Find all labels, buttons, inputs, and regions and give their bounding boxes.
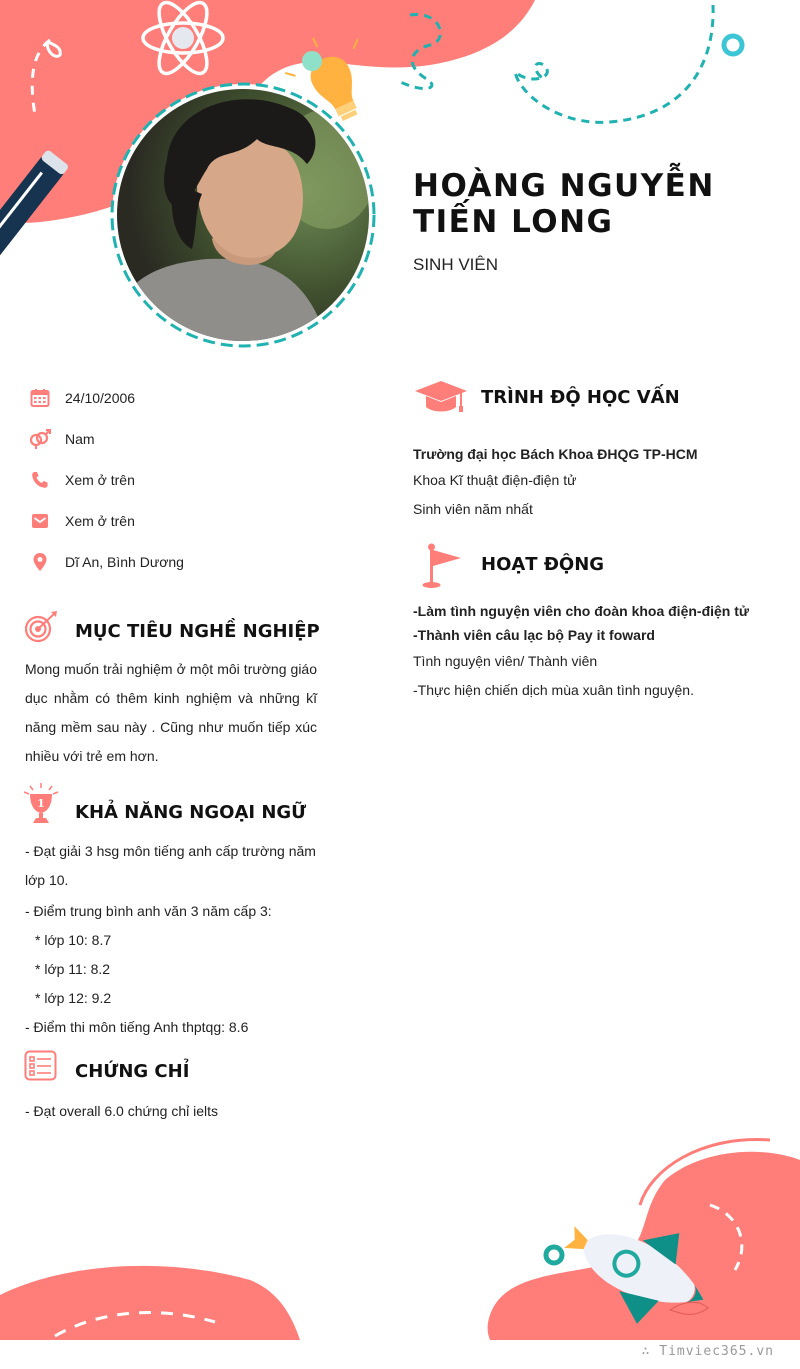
language-exam-score: - Điểm thi môn tiếng Anh thptqg: 8.6 [25, 1019, 249, 1035]
certificate-item: - Đạt overall 6.0 chứng chỉ ielts [25, 1103, 219, 1119]
contact-email [28, 508, 135, 534]
gender-text: Nam [65, 431, 95, 447]
education-year: Sinh viên năm nhất [413, 501, 533, 517]
footer-decoration [0, 1130, 800, 1369]
phone-icon [28, 469, 52, 491]
email-icon [28, 510, 52, 532]
contact-address [28, 549, 184, 575]
flag-icon [421, 543, 465, 589]
checklist-icon [24, 1050, 58, 1082]
teal-ring [724, 36, 742, 54]
grade-item: * lớp 10: 8.7 [35, 932, 112, 948]
coral-blob-bottom-left [0, 1266, 300, 1340]
activity-item: Tình nguyện viên/ Thành viên [413, 653, 598, 669]
teal-ring-bottom [546, 1247, 562, 1263]
calendar-icon [28, 387, 52, 409]
education-title: TRÌNH ĐỘ HỌC VẤN [481, 387, 680, 408]
svg-text:1: 1 [37, 797, 45, 810]
career-goal-text: Mong muốn trải nghiệm ở một môi trường giáo dục nhằm có thêm kinh nghiệm và những kĩ năng mềm sau này . Cũng như muốn tiếp xúc nhiều với trẻ em hơn. [25, 661, 317, 764]
dashed-curve-right [515, 5, 713, 122]
certificates-title: CHỨNG CHỈ [75, 1061, 190, 1082]
language-award: - Đạt giải 3 hsg môn tiếng anh cấp trường năm lớp 10. [25, 843, 316, 888]
language-title: KHẢ NĂNG NGOẠI NGỮ [75, 802, 307, 823]
activity-item: -Thành viên câu lạc bộ Pay it foward [413, 627, 655, 643]
candidate-name: HOÀNG NGUYỄN TIẾN LONG [413, 168, 715, 240]
contact-gender [28, 426, 95, 452]
activity-item: -Thực hiện chiến dịch mùa xuân tình nguyện. [413, 682, 694, 698]
mint-dot [302, 51, 322, 71]
watermark: ∴ Timviec365.vn [641, 1344, 774, 1359]
contact-phone [28, 467, 135, 493]
location-pin-icon [28, 551, 52, 573]
address-text: Dĩ An, Bình Dương [65, 554, 184, 570]
gender-icon [28, 428, 52, 450]
graduation-cap-icon [413, 380, 469, 414]
trophy-icon [22, 782, 60, 826]
education-faculty: Khoa Kĩ thuật điện-điện tử [413, 472, 577, 488]
activity-item: -Làm tình nguyện viên cho đoàn khoa điện-điện tử [413, 603, 750, 619]
language-average-label: - Điểm trung bình anh văn 3 năm cấp 3: [25, 903, 272, 919]
phone-text: Xem ở trên [65, 472, 135, 488]
grade-item: * lớp 11: 8.2 [35, 961, 111, 977]
education-school: Trường đại học Bách Khoa ĐHQG TP-HCM [413, 446, 698, 462]
birthday-text: 24/10/2006 [65, 390, 136, 406]
target-icon [24, 610, 60, 644]
activities-title: HOẠT ĐỘNG [481, 554, 605, 575]
contact-birthday [28, 385, 136, 411]
email-text: Xem ở trên [65, 513, 135, 529]
grade-item: * lớp 12: 9.2 [35, 990, 112, 1006]
career-goal-title: MỤC TIÊU NGHỀ NGHIỆP [75, 621, 320, 642]
candidate-role: SINH VIÊN [413, 255, 499, 274]
avatar [117, 89, 369, 341]
